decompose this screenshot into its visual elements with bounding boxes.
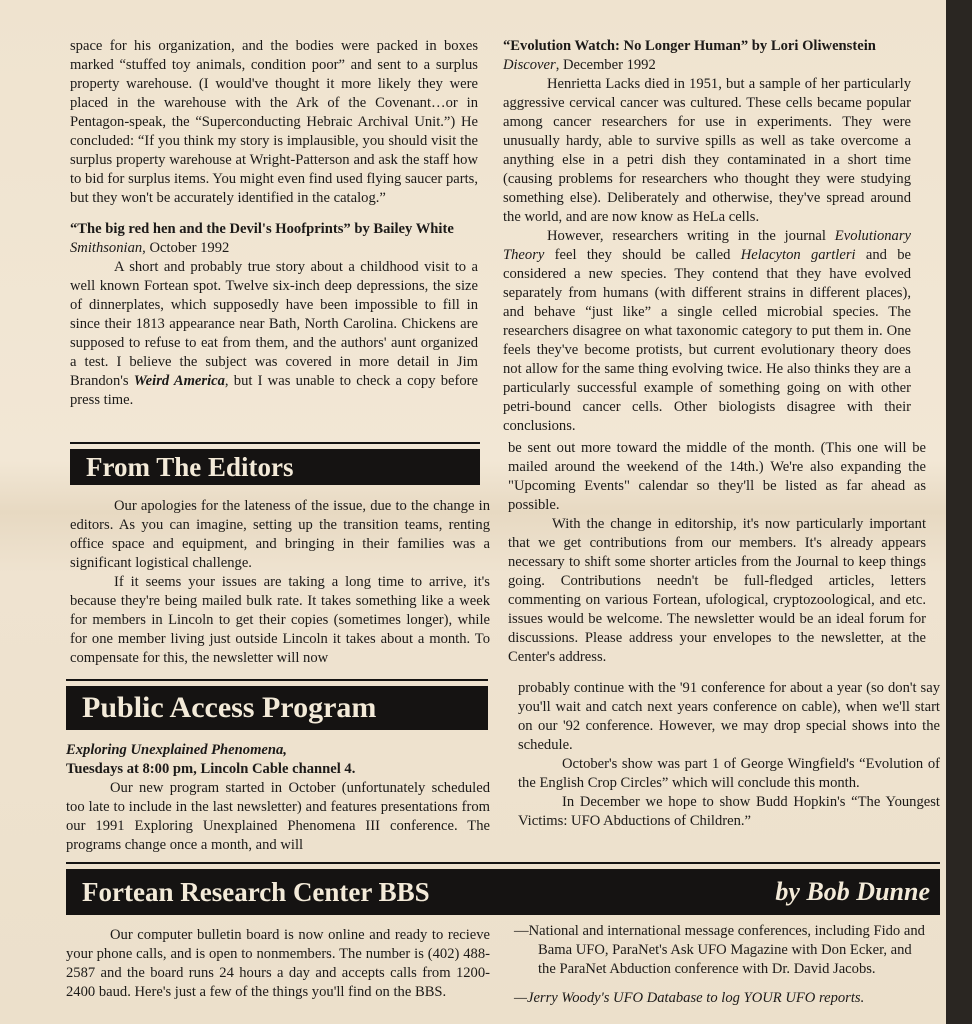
hen-body-pre: A short and probably true story about a childhood visit to a well known Fortean spot. Twelve six-inch deep depressions, the size of dinnerplates, which supposedly have been impossible to fill in since their 1813 appearance near Bath, North Carolina. Chickens are supposed to refuse to eat from them, and the authors' aunt organized a test. I believe the subject was covered in more detail in Jim Brandon's — [70, 259, 478, 389]
bbs-col1 — [66, 926, 490, 1002]
evo-p2-b: feel they should be called — [544, 247, 741, 263]
bbs-banner — [66, 869, 940, 915]
bbs-banner-rule — [66, 862, 940, 864]
bbs-list-item: —Jerry Woody's UFO Database to log YOUR UFO reports. — [514, 990, 865, 1006]
source-pub-hen: Smithsonian — [70, 240, 143, 256]
evo-p2-c: and be considered a new species. They contend that they have evolved separately from humans (with different strains in different places), and behave “just like” a single celled microbial species. The researchers disagree on what taxonomic category to put them in. One feels they've become protists, but current evolutionary theory does not allow for the same thing evolving twice. He also thinks they are a particularly successful example of something going on with other petri-bound cancer cells. Other biologists disagree with their conclusions. — [503, 247, 912, 434]
article-source-hen — [70, 239, 478, 258]
editors-banner — [70, 449, 480, 485]
bbs-byline: by Bob Dunne — [775, 877, 930, 906]
show-schedule: Tuesdays at 8:00 pm, Lincoln Cable channel 4. — [66, 761, 356, 777]
article-source-evolution — [503, 56, 911, 75]
evo-species: Helacyton gartleri — [740, 247, 856, 263]
public-access-banner-rule — [66, 679, 488, 681]
col1-top-articles — [70, 37, 478, 410]
public-access-col1 — [66, 741, 490, 855]
evo-journal: Evolutionary Theory — [503, 228, 911, 263]
source-date-evolution: , December 1992 — [555, 57, 656, 73]
article-title-hen: “The big red hen and the Devil's Hoofprints” by Bailey White — [70, 221, 454, 237]
bbs-list-item: —National and international message conferences, including Fido and Bama UFO, ParaNet's Ask UFO Magazine with Don Ecker, and the ParaNet Abduction conference with Dr. David Jacobs. — [514, 923, 925, 977]
public-access-paragraph-1: Our new program started in October (unfortunately scheduled too late to include in the last newsletter) and features presentations from our 1991 Exploring Unexplained Phenomena III conference. The programs change once a month, and will — [66, 780, 490, 853]
editors-col2 — [508, 439, 926, 667]
article-title-evolution: “Evolution Watch: No Longer Human” by Lori Oliwenstein — [503, 38, 876, 54]
editors-paragraph-4: With the change in editorship, it's now particularly important that we get contributions from our members. It's already appears necessary to shift some shorter articles from the Journal to keep things going. Contributions needn't be full-fledged articles, letters commenting on various Fortean, ufological, cryptozoological, and etc. issues would be welcome. The newsletter would be an ideal forum for discussions. Please address your envelopes to the newsletter, at the Center's address. — [508, 516, 926, 665]
editors-banner-rule — [70, 442, 480, 444]
show-title: Exploring Unexplained Phenomena, — [66, 742, 287, 758]
public-access-col2 — [518, 679, 940, 831]
public-access-banner — [66, 686, 488, 730]
editors-paragraph-2: If it seems your issues are taking a long time to arrive, it's because they're being mailed bulk rate. It takes something like a week for members in Lincoln to get their copies (sometimes longer), while for one member living just outside Lincoln it takes about a month. To compensate for this, the newsletter will now — [70, 574, 490, 666]
bbs-col2 — [514, 922, 932, 1008]
continued-text: space for his organization, and the bodies were packed in boxes marked “stuffed toy animals, condition poor” and sent to a surplus property warehouse. (I would've thought it more likely they were placed in the warehouse with the Ark of the Covenant…or in Pentagon-speak, the “Superconducting Hebraic Archival Unit.”) He concluded: “If you think my story is implausible, you should visit the surplus property warehouse at Wright-Patterson and ask the staff how to bid for surplus items. You might even find used flying saucer parts, but they won't be accurately identified in the catalog.” — [70, 38, 478, 206]
editors-col1 — [70, 497, 490, 668]
editors-heading: From The Editors — [86, 452, 294, 482]
hen-book-title: Weird America — [133, 373, 225, 389]
evolution-paragraph-2 — [503, 227, 911, 436]
col2-top-article — [503, 37, 911, 436]
evolution-paragraph-1: Henrietta Lacks died in 1951, but a sample of her particularly aggressive cervical cancer was cultured. These cells became popular among cancer researchers for use in experiments. They were unusually hardy, able to survive spills as well as take overcome a anything else in a petri dish they contaminated in a short time (causing problems for researchers who thought they were studying something else). Deliberately and otherwise, they've spread around the world, and are now know as HeLa cells. — [503, 76, 911, 225]
source-date-hen: , October 1992 — [142, 240, 230, 256]
evo-p2-a: However, researchers writing in the journal — [547, 228, 835, 244]
bbs-heading: Fortean Research Center BBS — [82, 877, 430, 907]
bbs-paragraph-1: Our computer bulletin board is now online and ready to recieve your phone calls, and is open to nonmembers. The number is (402) 488-2587 and the board runs 24 hours a day and accepts calls from 1200-2400 baud. Here's just a few of the things you'll find on the BBS. — [66, 927, 490, 1000]
public-access-heading: Public Access Program — [82, 691, 377, 724]
article-body-hen — [70, 258, 478, 410]
public-access-paragraph-2: probably continue with the '91 conference for about a year (so don't say you'll wait and catch next years conference on cable), when we'll start on our '92 conference. However, we may drop special shows into the schedule. — [518, 680, 940, 753]
editors-paragraph-3: be sent out more toward the middle of the month. (This one will be mailed around the weekend of the 14th.) We're also expanding the "Upcoming Events" calendar so they'll be listed as far ahead as possible. — [508, 440, 926, 513]
source-pub-evolution: Discover — [503, 57, 556, 73]
public-access-paragraph-3: October's show was part 1 of George Wingfield's “Evolution of the English Crop Circles” which will conclude this month. — [518, 756, 940, 791]
editors-paragraph-1: Our apologies for the lateness of the issue, due to the change in editors. As you can imagine, setting up the transition teams, renting office space and equipment, and bringing in their families was a significant logistical challenge. — [70, 498, 490, 571]
hen-body-post: , but I was unable to check a copy before press time. — [70, 373, 478, 408]
public-access-paragraph-4: In December we hope to show Budd Hopkin's “The Youngest Victims: UFO Abductions of Children.” — [518, 794, 940, 829]
